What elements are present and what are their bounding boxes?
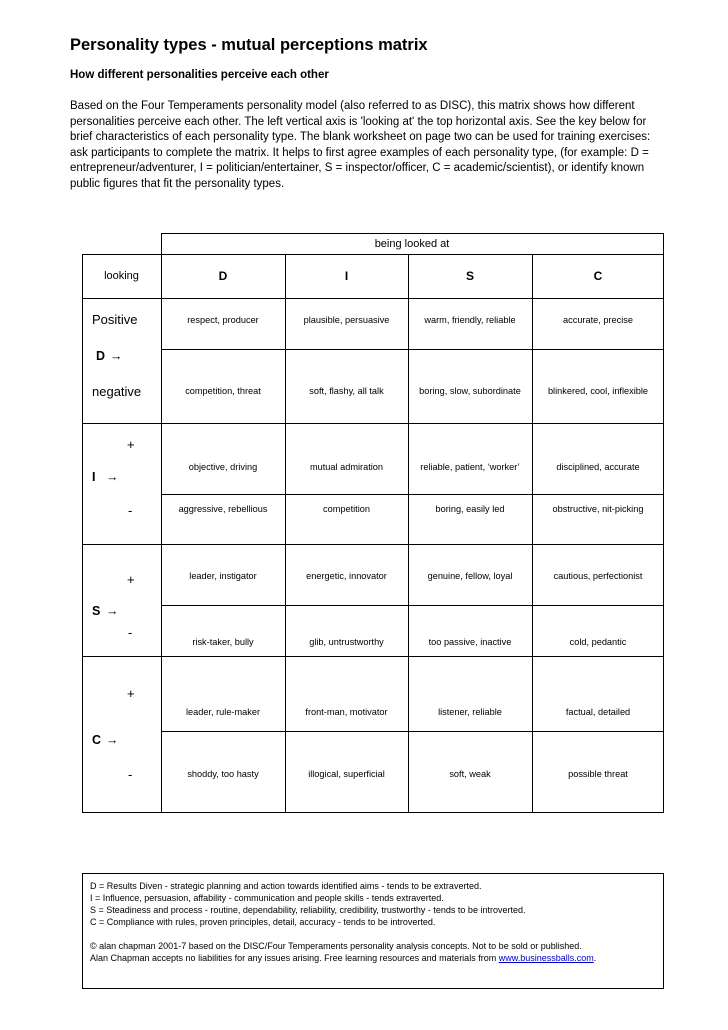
grid-line <box>82 254 83 812</box>
copyright-line: © alan chapman 2001-7 based on the DISC/Four Temperaments personality analysis concepts. Not to be sold or published. <box>90 941 582 951</box>
column-header-d: D <box>218 269 228 283</box>
key-text <box>90 880 660 964</box>
cell-i-looks-at-c-positive: disciplined, accurate <box>556 462 640 472</box>
page-title: Personality types - mutual perceptions matrix <box>70 36 428 54</box>
arrow-icon: → <box>106 470 119 484</box>
key-line-i: I = Influence, persuasion, affability - communication and people skills - tends extraverted. <box>90 893 444 903</box>
grid-line <box>408 254 409 812</box>
row-s-positive-label: + <box>127 572 135 587</box>
cell-i-looks-at-s-positive: reliable, patient, ‘worker’ <box>420 462 520 472</box>
cell-i-looks-at-i-negative: competition <box>323 504 370 514</box>
cell-s-looks-at-c-negative: cold, pedantic <box>569 637 627 647</box>
cell-s-looks-at-s-positive: genuine, fellow, loyal <box>427 571 513 581</box>
row-i-negative-label: - <box>128 503 133 518</box>
cell-c-looks-at-s-negative: soft, weak <box>449 769 491 779</box>
row-c-type-label: C <box>92 733 102 747</box>
row-i-positive-label: + <box>127 437 135 452</box>
cell-s-looks-at-d-positive: leader, instigator <box>189 571 257 581</box>
cell-s-looks-at-s-negative: too passive, inactive <box>428 637 512 647</box>
cell-s-looks-at-i-positive: energetic, innovator <box>306 571 387 581</box>
column-header-c: C <box>593 269 603 283</box>
looking-label: looking <box>104 270 139 282</box>
cell-c-looks-at-s-positive: listener, reliable <box>438 707 502 717</box>
grid-line <box>532 254 533 812</box>
being-looked-at-label: being looked at <box>374 237 450 250</box>
column-header-s: S <box>465 269 474 283</box>
intro-paragraph: Based on the Four Temperaments personality model (also referred to as DISC), this matrix shows how different personalities perceive each other. The left vertical axis is 'looking at' the top horizontal axis. See the key below for brief characteristics of each personality type. The blank worksheet on page two can be used for training exercises: ask participants to complete the matrix. It helps to first agree examples of each personality type, (for example: D = entrepreneur/adventurer, I = politician/entertainer, S = inspector/officer, C = academic/scientist), or identify known public figures that fit the personality types. <box>70 100 651 190</box>
page-subtitle: How different personalities perceive each other <box>70 69 329 81</box>
disclaimer-end: . <box>593 953 597 963</box>
row-s-negative-label: - <box>128 625 133 640</box>
cell-c-looks-at-i-negative: illogical, superficial <box>308 769 385 779</box>
cell-d-looks-at-d-positive: respect, producer <box>187 315 259 325</box>
cell-d-looks-at-c-positive: accurate, precise <box>563 315 633 325</box>
cell-i-looks-at-s-negative: boring, easily led <box>435 504 505 514</box>
cell-d-looks-at-s-negative: boring, slow, subordinate <box>419 386 521 396</box>
row-c-positive-label: + <box>127 686 135 701</box>
row-d-positive-label: Positive <box>92 312 138 327</box>
row-d-negative-label: negative <box>92 384 142 399</box>
cell-c-looks-at-c-positive: factual, detailed <box>565 707 631 717</box>
grid-line <box>82 812 664 813</box>
key-line-d: D = Results Diven - strategic planning and action towards identified aims - tends to be extraverted. <box>90 881 482 891</box>
cell-d-looks-at-c-negative: blinkered, cool, inflexible <box>547 386 649 396</box>
column-header-i: I <box>344 269 349 283</box>
key-line-s: S = Steadiness and process - routine, dependability, reliability, credibility, trustworthy - tends to be introverted. <box>90 905 526 915</box>
cell-d-looks-at-i-negative: soft, flashy, all talk <box>309 386 384 396</box>
cell-d-looks-at-d-negative: competition, threat <box>185 386 261 396</box>
businessballs-link[interactable]: www.businessballs.com <box>498 953 594 963</box>
cell-i-looks-at-c-negative: obstructive, nit-picking <box>552 504 644 514</box>
cell-s-looks-at-i-negative: glib, untrustworthy <box>309 637 384 647</box>
cell-i-looks-at-d-positive: objective, driving <box>188 462 258 472</box>
cell-d-looks-at-s-positive: warm, friendly, reliable <box>424 315 516 325</box>
cell-c-looks-at-d-positive: leader, rule-maker <box>185 707 261 717</box>
cell-c-looks-at-d-negative: shoddy, too hasty <box>187 769 259 779</box>
cell-c-looks-at-i-positive: front-man, motivator <box>305 707 388 717</box>
arrow-icon: → <box>106 733 119 747</box>
grid-line <box>285 254 286 812</box>
row-s-type-label: S <box>92 604 101 618</box>
disclaimer-line <box>90 952 660 964</box>
arrow-icon: → <box>110 349 123 363</box>
cell-d-looks-at-i-positive: plausible, persuasive <box>303 315 390 325</box>
key-line-c: C = Compliance with rules, proven principles, detail, accuracy - tends to be introverted. <box>90 917 436 927</box>
grid-line <box>663 233 664 812</box>
disclaimer-text: Alan Chapman accepts no liabilities for any issues arising. Free learning resources and materials from <box>90 953 497 963</box>
cell-i-looks-at-d-negative: aggressive, rebellious <box>178 504 268 514</box>
row-i-type-label: I <box>92 470 96 484</box>
row-c-negative-label: - <box>128 767 133 782</box>
cell-s-looks-at-d-negative: risk-taker, bully <box>192 637 254 647</box>
arrow-icon: → <box>106 604 119 618</box>
row-d-type-label: D <box>96 349 106 363</box>
cell-c-looks-at-c-negative: possible threat <box>568 769 628 779</box>
grid-line <box>161 233 162 812</box>
cell-s-looks-at-c-positive: cautious, perfectionist <box>553 571 643 581</box>
cell-i-looks-at-i-positive: mutual admiration <box>309 462 384 472</box>
